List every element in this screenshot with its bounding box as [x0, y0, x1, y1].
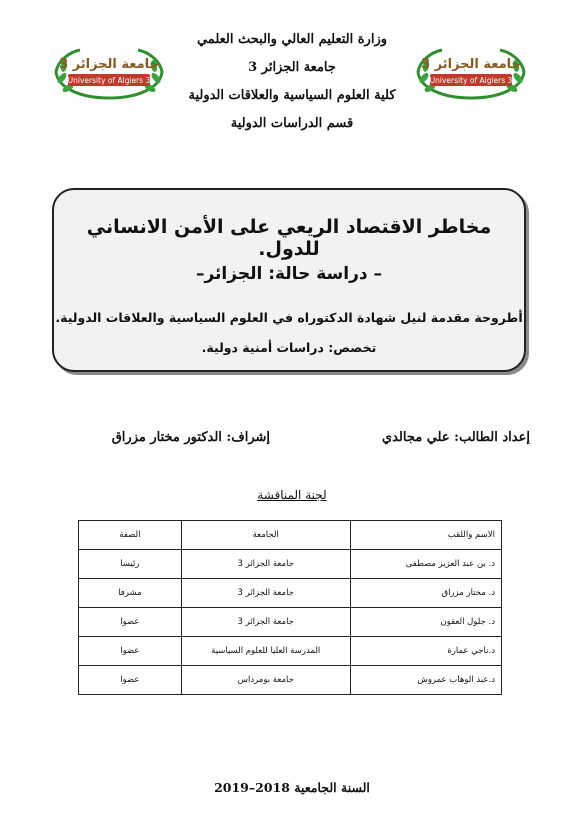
- faculty-name: كلية العلوم السياسية والعلاقات الدولية: [188, 88, 396, 103]
- member-name: د. بن عبد العزيز مصطفى: [350, 550, 501, 579]
- committee-table: [78, 520, 502, 695]
- member-name: د. جلول العقون: [350, 608, 501, 637]
- member-name: د.ناجي عمارة: [350, 637, 501, 666]
- member-name: د. مختار مزراق: [350, 579, 501, 608]
- member-name: د.عبد الوهاب عمروش: [350, 666, 501, 695]
- thesis-purpose: أطروحة مقدمة لنيل شهادة الدكتوراه في العلوم السياسية والعلاقات الدولية.: [55, 310, 523, 325]
- member-role: مشرفا: [79, 579, 182, 608]
- department-name: قسم الدراسات الدولية: [230, 116, 354, 131]
- thesis-title-box: [52, 188, 526, 372]
- member-role: عضوا: [79, 666, 182, 695]
- svg-text:جامعة الجزائر 3: جامعة الجزائر 3: [421, 57, 521, 72]
- member-role: عضوا: [79, 608, 182, 637]
- member-university: المدرسة العليا للعلوم السياسية: [181, 637, 350, 666]
- case-study-subtitle: – دراسة حالة: الجزائر–: [195, 264, 383, 284]
- svg-text:University of Algiers 3: University of Algiers 3: [429, 76, 513, 85]
- member-university: جامعة الجزائر 3: [181, 579, 350, 608]
- header-university: الجامعة: [181, 521, 350, 550]
- header-role: الصفة: [79, 521, 182, 550]
- academic-year: السنة الجامعية 2018–2019: [214, 780, 370, 795]
- table-row: [79, 637, 502, 666]
- svg-text:University of Algiers 3: University of Algiers 3: [67, 76, 151, 85]
- member-university: جامعة بومرداس: [181, 666, 350, 695]
- ministry-name: وزارة التعليم العالي والبحث العلمي: [196, 32, 388, 47]
- table-row: [79, 579, 502, 608]
- table-header-row: [79, 521, 502, 550]
- committee-heading: لجنة المناقشة: [257, 488, 327, 502]
- header-name: الاسم واللقب: [350, 521, 501, 550]
- supervisor: إشراف: الدكتور مختار مزراق: [111, 430, 270, 445]
- prepared-by: إعداد الطالب: علي مجالدي: [381, 430, 530, 445]
- member-role: رئيسا: [79, 550, 182, 579]
- member-role: عضوا: [79, 637, 182, 666]
- member-university: جامعة الجزائر 3: [181, 550, 350, 579]
- member-university: جامعة الجزائر 3: [181, 608, 350, 637]
- svg-text:جامعة الجزائر 3: جامعة الجزائر 3: [59, 57, 159, 72]
- table-row: [79, 608, 502, 637]
- table-row: [79, 550, 502, 579]
- thesis-title: مخاطر الاقتصاد الريعي على الأمن الانساني للدول.: [86, 216, 492, 260]
- university-name: جامعة الجزائر 3: [248, 60, 336, 75]
- specialty: تخصص: دراسات أمنية دولية.: [201, 340, 377, 355]
- table-row: [79, 666, 502, 695]
